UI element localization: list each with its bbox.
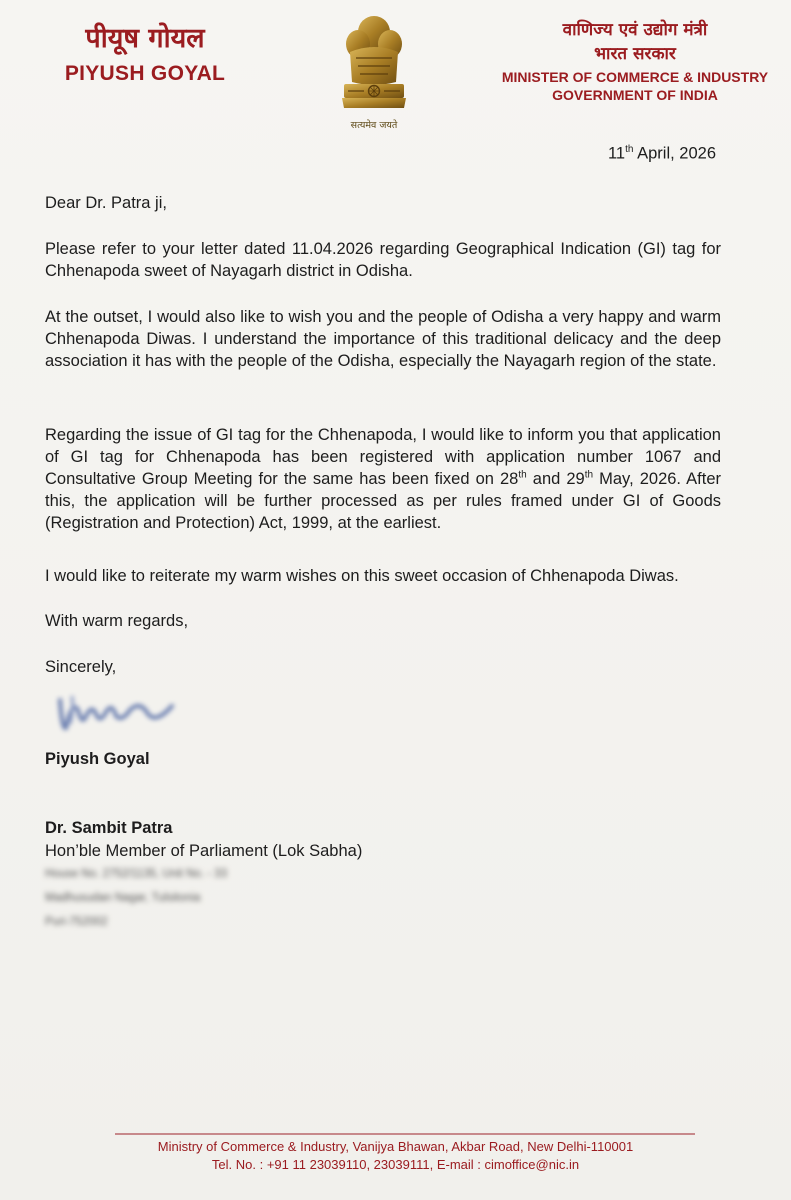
ministry-title-hindi: वाणिज्य एवं उद्योग मंत्री [562, 20, 708, 40]
sincerely-line: Sincerely, [45, 658, 117, 676]
gi-status-sup-2: th [584, 469, 594, 481]
gi-status-text-c: May, 2026. After this, the application will be further processed as per rules framed under GI of Goods (Registration and Protection) Act, 1999, at the earliest. [45, 470, 721, 532]
date-month-year: April, 2026 [633, 144, 716, 163]
government-english: GOVERNMENT OF INDIA [552, 87, 718, 103]
paragraph-wishes: At the outset, I would also like to wish you and the people of Odisha a very happy and warm Chhenapoda Diwas. I understand the importance of this traditional delicacy and the deep association it has with the people of the Odisha, especially the Nayagarh region of the state. [45, 308, 721, 370]
footer-divider [115, 1133, 695, 1135]
gi-status-text-b: and 29 [526, 470, 585, 488]
signer-name: Piyush Goyal [45, 750, 150, 768]
signature-icon [52, 680, 182, 740]
national-emblem [336, 12, 412, 136]
date-suffix: th [625, 144, 634, 155]
salutation: Dear Dr. Patra ji, [45, 194, 167, 212]
footer-address: Ministry of Commerce & Industry, Vanijya Bhawan, Akbar Road, New Delhi-110001 [157, 1139, 634, 1154]
paragraph-closing: I would like to reiterate my warm wishes on this sweet occasion of Chhenapoda Diwas. [45, 567, 679, 585]
letter-date [608, 144, 716, 164]
recipient-name: Dr. Sambit Patra [45, 819, 173, 837]
recipient-address-line-2: Madhusudan Nagar, Tulsitonia [45, 892, 201, 904]
recipient-address-line-1: House No. 2752/1135, Unit No. - 33 [45, 868, 227, 880]
footer-contact: Tel. No. : +91 11 23039110, 23039111, E-mail : cimoffice@nic.in [211, 1157, 580, 1172]
date-day: 11 [607, 144, 626, 163]
paragraph-gi-status [45, 424, 721, 534]
government-hindi: भारत सरकार [594, 44, 676, 64]
gi-status-sup-1: th [518, 469, 527, 481]
recipient-address-line-3: Puri-752002 [45, 916, 108, 928]
recipient-title: Hon’ble Member of Parliament (Lok Sabha) [45, 842, 363, 860]
regards-line: With warm regards, [45, 612, 189, 630]
gi-status-text-a: Regarding the issue of GI tag for the Chhenapoda, I would like to inform you that application of GI tag for Chhenapoda has been registered with application number 1067 and Consultative Group Meeting for the same has been fixed on 28 [45, 426, 721, 488]
letterhead-office [495, 18, 775, 104]
lion-capital-icon [336, 12, 412, 116]
letterhead-sender [0, 22, 290, 88]
sender-name-hindi: पीयूष गोयल [85, 23, 205, 54]
emblem-motto: सत्यमेव जयते [350, 120, 398, 131]
paragraph-reference: Please refer to your letter dated 11.04.2026 regarding Geographical Indication (GI) tag for Chhenapoda sweet of Nayagarh district in Odisha. [45, 240, 721, 280]
sender-name-english: PIYUSH GOYAL [64, 62, 226, 85]
ministry-title-english: MINISTER OF COMMERCE & INDUSTRY [501, 69, 769, 85]
